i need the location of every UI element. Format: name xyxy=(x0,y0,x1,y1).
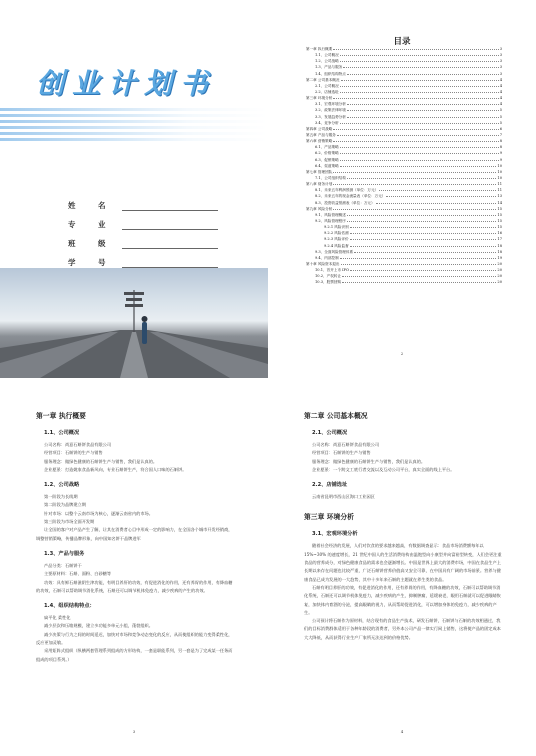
toc-entry-title: 9.2、风险管理程序 xyxy=(315,218,346,223)
toc-entry-page: 4 xyxy=(499,89,502,94)
toc-leader-dots xyxy=(347,117,499,118)
toc-entry-page: 20 xyxy=(497,280,502,285)
toc-leader-dots xyxy=(333,209,496,210)
paragraph: 让全国的客户对产品产生了解，让其在消费者心目中形成一定的影响力，在全国各个城市开发经销商，调整营销策略，传播品牌形象，向中国知名饼干品牌进军 xyxy=(36,527,233,541)
toc-leader-dots xyxy=(342,276,496,277)
paragraph: 随着社会经济的发展，人们对饮食的要求越来越高，有数据调查显示：食品市场消费额每年以 15%~30% 的速度增长，21 世纪中国人的生活消费结构由温饱型向小康型并向富裕型转变，人们会更注重食品的营养成分，对绿色健康食品的需求也会逐渐增长。中国是世界上最大的消费市场，中国在食品生产上长期以来存在问题也比较严重，广泛石斛饼营养价值高又安全可靠，在中国具有广阔的市场前景。营养与健康食品已成为发展的一大趋势，其中十多年来石斛的主题就在养生类的食品。 xyxy=(304,543,502,582)
page-number: 3 xyxy=(132,729,136,734)
section-heading: 1.4、组织结构特点： xyxy=(44,603,95,610)
form-label-1: 学 xyxy=(68,258,76,267)
toc-entry-title: 9.3、全面风险管理体系 xyxy=(315,249,354,254)
paragraph: 产品分类：石斛饼干 xyxy=(44,562,82,568)
form-fill-line xyxy=(122,259,218,268)
toc-leader-dots xyxy=(350,270,497,271)
toc-entry-page: 11 xyxy=(497,188,502,193)
toc-entry-page: 7 xyxy=(499,132,502,137)
toc-leader-dots xyxy=(342,282,496,283)
toc-entry-title: 8.2、未来五年的现金流量表（单位：万元） xyxy=(315,194,386,199)
toc-leader-dots xyxy=(333,98,498,99)
toc-leader-dots xyxy=(343,67,498,68)
form-fill-line xyxy=(122,240,218,249)
page-number: 2 xyxy=(400,351,404,356)
form-row-class xyxy=(68,230,218,249)
form-row-name xyxy=(68,192,218,211)
paragraph: 企业愿景：一个跨文工底行者交流以及互动公司平台，真实全面的线上平台。 xyxy=(312,466,455,472)
cover-crossroad-photo xyxy=(0,268,268,378)
paragraph: 经营项目：石斛饼的生产与销售 xyxy=(44,450,103,456)
paragraph: 公司预计将石斛作为原材料，结合现有的食品生产技术，研发石斛饼，石斛饼与石斛的功效相通过，我们的目标消费群体适用于各种年龄段的消费者，另外本公司产品一律实行网上销售，这将使产品的固定成本大大降低，从而获得行业生产厂家所无法达到的价格优势。 xyxy=(304,618,501,640)
toc-leader-dots xyxy=(350,233,497,234)
toc-leader-dots xyxy=(341,264,497,265)
toc-entry-title: 3.1、宏观环境分析 xyxy=(315,102,346,107)
paragraph: 减少决策与行为之间的时间延迟，加快对市场和竞争动态变化的反应，从而使组织的能力变得柔性化，反应更加灵敏。 xyxy=(36,631,233,646)
paragraph: 云南省昆明市西山区海口工业园区 xyxy=(312,494,375,500)
toc-leader-dots xyxy=(333,184,496,185)
section-heading: 1.3、产品与服务 xyxy=(44,550,85,557)
paragraph: 经营项目：石斛饼的生产与销售 xyxy=(312,450,371,456)
toc-entry-page: 18 xyxy=(497,243,502,248)
section-heading: 1.1、公司概况 xyxy=(44,430,80,436)
toc-entry-page: 3 xyxy=(499,59,502,64)
toc-entry-title: 8.1、未来五年利润预测（单位：万元） xyxy=(315,188,379,193)
paragraph: 减少层次和压缩规模，建立多功能多单元小组，蓬勃组织。 xyxy=(44,623,153,629)
toc-leader-dots xyxy=(350,246,497,247)
chapter-heading: 第一章 执行概要 xyxy=(36,412,86,420)
toc-leader-dots xyxy=(333,129,498,130)
page-body xyxy=(36,410,236,664)
toc-entry[interactable] xyxy=(306,279,502,285)
toc-entry-title: 9.4、内部控制 xyxy=(315,255,339,260)
toc-entry-title: 第二章 公司基本概况 xyxy=(306,77,340,82)
sections-group xyxy=(304,429,504,501)
toc-entry-page: 6 xyxy=(499,126,502,131)
toc-entry-title: 2.2、店铺选址 xyxy=(315,89,339,94)
toc-entry-page: 3 xyxy=(499,53,502,58)
toc-leader-dots xyxy=(347,74,499,75)
form-label-2: 名 xyxy=(98,201,106,210)
toc-entry-page: 8 xyxy=(499,145,502,150)
toc-entry-title: 9.2.3 风险评价 xyxy=(324,237,349,242)
paragraph: 公司名称：尚意石斛饼食品有限公司 xyxy=(312,442,380,447)
toc-list xyxy=(306,46,502,285)
toc-entry-page: 17 xyxy=(497,237,502,242)
toc-entry-title: 第八章 财务计划 xyxy=(306,182,333,187)
toc-entry-page: 15 xyxy=(497,212,502,217)
toc-entry-page: 4 xyxy=(499,102,502,107)
toc-leader-dots xyxy=(350,227,497,228)
toc-title: 目录 xyxy=(393,37,411,47)
toc-entry-title: 第五章 产品与服务 xyxy=(306,132,336,137)
toc-entry-page: 16 xyxy=(497,231,502,236)
toc-entry-page: 5 xyxy=(499,114,502,119)
paragraph: 第一阶段为长线期 xyxy=(44,494,78,500)
toc-leader-dots xyxy=(340,86,499,87)
toc-entry-page: 9 xyxy=(499,151,502,156)
toc-page xyxy=(268,0,536,378)
toc-entry-title: 3.4、竞争分析 xyxy=(315,120,339,125)
toc-entry-page: 3 xyxy=(499,65,502,70)
form-row-major xyxy=(68,211,218,230)
toc-leader-dots xyxy=(333,49,498,50)
section-heading: 3.1、宏观环境分析 xyxy=(312,531,358,538)
toc-entry-title: 第九章 风险分析 xyxy=(306,206,333,211)
section-heading: 1.2、公司战略 xyxy=(44,482,80,489)
toc-entry-title: 9.2.2 风险估测 xyxy=(324,231,349,236)
toc-leader-dots xyxy=(340,153,499,154)
toc-leader-dots xyxy=(347,104,499,105)
sections-group xyxy=(304,530,504,642)
toc-entry-title: 1.2、公司战略 xyxy=(315,59,339,64)
toc-entry-title: 6.3、促销策略 xyxy=(315,157,339,162)
cover-title: 创业计划书 xyxy=(36,67,217,100)
cover-page xyxy=(0,0,268,378)
paragraph: 企业愿景：打造姚家食品新风向，专业石斛饼生产，符合国人口味的石斛饼。 xyxy=(44,466,187,472)
toc-entry-title: 第十章 风险资本退出 xyxy=(306,261,340,266)
toc-leader-dots xyxy=(354,252,496,253)
toc-leader-dots xyxy=(333,141,498,142)
toc-leader-dots xyxy=(340,61,499,62)
toc-entry-page: 19 xyxy=(497,255,502,260)
toc-entry-title: 第一章 执行概要 xyxy=(306,47,333,51)
chapter-heading: 第二章 公司基本概况 xyxy=(304,412,368,420)
toc-entry-page: 3 xyxy=(499,71,502,76)
chapter-heading: 第三章 环境分析 xyxy=(304,513,354,522)
toc-leader-dots xyxy=(340,166,497,167)
toc-entry-title: 9.2.1 风险识别 xyxy=(324,225,349,230)
toc-entry-page: 4 xyxy=(499,83,502,88)
toc-leader-dots xyxy=(347,215,497,216)
toc-leader-dots xyxy=(337,135,499,136)
toc-entry-page: 5 xyxy=(499,108,502,113)
toc-entry-page: 9 xyxy=(499,157,502,162)
toc-entry-title: 第六章 营销策略 xyxy=(306,139,333,144)
form-row-student-id xyxy=(68,249,218,268)
toc-entry-title: 6.4、渠道策略 xyxy=(315,163,339,168)
toc-leader-dots xyxy=(347,110,499,111)
form-label-2: 业 xyxy=(98,220,106,229)
paragraph: 主要原材料：石斛、面粉、白砂糖等 xyxy=(44,571,112,577)
toc-entry-title: 第三章 环境分析 xyxy=(306,96,333,101)
toc-entry-title: 1.4、组织结构特点 xyxy=(315,71,346,76)
paragraph: 公司名称：尚意石斛饼食品有限公司 xyxy=(44,442,112,447)
toc-leader-dots xyxy=(340,55,499,56)
toc-entry-page: 5 xyxy=(499,120,502,125)
form-label-1: 专 xyxy=(68,220,76,229)
toc-leader-dots xyxy=(340,258,497,259)
toc-entry-title: 2.1、公司概况 xyxy=(315,83,339,88)
toc-entry-title: 10.3、股票回购 xyxy=(315,280,341,285)
chapter-1-page xyxy=(0,378,268,756)
paragraph: 服务理念：做绿色健康的石斛饼生产与销售，我们是认真的。 xyxy=(44,458,158,464)
toc-entry-title: 1.1、公司概况 xyxy=(315,53,339,58)
toc-entry-page: 15 xyxy=(497,225,502,230)
toc-entry-title: 6.2、价格策略 xyxy=(315,151,339,156)
page-number: 4 xyxy=(400,729,404,734)
toc-entry-title: 3.3、发展趋势分析 xyxy=(315,114,346,119)
toc-entry-page: 20 xyxy=(497,268,502,273)
toc-entry-page: 18 xyxy=(497,249,502,254)
toc-leader-dots xyxy=(340,160,499,161)
toc-leader-dots xyxy=(386,196,496,197)
page-body xyxy=(304,410,504,642)
toc-entry-page: 20 xyxy=(497,261,502,266)
toc-entry-page: 10 xyxy=(497,169,502,174)
toc-entry-title: 第七章 管理团队 xyxy=(306,169,333,174)
toc-entry-page: 11 xyxy=(497,182,502,187)
toc-entry-page: 15 xyxy=(497,218,502,223)
chapter-2-3-page xyxy=(268,378,536,756)
toc-entry-title: 9.2.4 风险监督 xyxy=(324,243,349,248)
toc-entry-page: 15 xyxy=(497,206,502,211)
toc-entry-page: 3 xyxy=(499,47,502,51)
toc-entry-title: 第四章 公司战略 xyxy=(306,126,333,131)
toc-entry-page: 4 xyxy=(499,77,502,82)
toc-entry-page: 20 xyxy=(497,274,502,279)
toc-entry-title: 10.2、产权转让 xyxy=(315,274,341,279)
form-fill-line xyxy=(122,202,218,211)
toc-entry-title: 10.1、首开上市 IPO xyxy=(315,268,349,273)
toc-entry-page: 8 xyxy=(499,139,502,144)
paragraph: 服务理念：做绿色健康的石斛饼生产与销售，我们是认真的。 xyxy=(312,458,426,464)
toc-leader-dots xyxy=(347,178,497,179)
form-fill-line xyxy=(122,221,218,230)
toc-leader-dots xyxy=(379,190,496,191)
section-heading: 2.1、公司概况 xyxy=(312,430,348,436)
toc-entry-page: 10 xyxy=(497,163,502,168)
toc-leader-dots xyxy=(340,123,499,124)
toc-entry-page: 10 xyxy=(497,175,502,180)
toc-leader-dots xyxy=(340,92,499,93)
toc-leader-dots xyxy=(333,172,496,173)
toc-leader-dots xyxy=(341,80,499,81)
toc-entry-title: 7.1、公司组织结构 xyxy=(315,175,346,180)
toc-leader-dots xyxy=(347,221,497,222)
cover-info-form xyxy=(68,192,218,268)
form-label-2: 号 xyxy=(98,258,106,267)
cover-decoration-stripes xyxy=(0,105,268,145)
paragraph: 功效：具有鲜石斛滋阴生津功能，有明目养肝的功效，有促进消化的作用，还有养胃的作用，有降血糖的功效，石斛可以帮助调节消化系统，石斛还可以调节机体免疫力，减少疾病的产生的功效。 xyxy=(36,579,233,593)
toc-entry-title: 6.1、产品策略 xyxy=(315,145,339,150)
toc-entry-title: 1.3、产品与服务 xyxy=(315,65,343,70)
paragraph: 采用矩阵式组织（纵横两套管理系列组成的方形结构，一套是职能系列，另一套是为了完成某一任务而组成的项目系列。） xyxy=(36,648,233,662)
toc-entry-page: 13 xyxy=(497,194,502,199)
paragraph: 第二阶段为品牌建立期 xyxy=(44,502,86,508)
paragraph: 第三阶段为市场全面开发期 xyxy=(44,519,95,525)
toc-entry-page: 4 xyxy=(499,96,502,101)
section-heading: 2.2、店铺选址 xyxy=(312,482,348,489)
toc-leader-dots xyxy=(350,239,497,240)
form-label-1: 班 xyxy=(68,239,76,248)
paragraph: 石斛有明目养肝的功效，有促进消化的作用，还有养胃的作用，有降血糖的功效，石斛可以帮助调节消化系统，石斛还可以调节机体免疫力，减少疾病的产生，抑制肿瘤，延缓衰老，眼用石斛就可以促进眼睛恢复，加快体内育酒的分泌，提高眼睛的视力，从而帮助促进消化，可以增加身体的免疫力，减少疾病的产生。 xyxy=(304,584,501,615)
toc-entry-page: 14 xyxy=(497,200,502,205)
toc-entry-title: 9.1、风险管理概述 xyxy=(315,212,346,217)
paragraph: 扁平化 柔性化 xyxy=(44,615,71,621)
form-label-1: 姓 xyxy=(68,201,76,210)
toc-entry-title: 3.2、政策法律环境 xyxy=(315,108,346,113)
toc-leader-dots xyxy=(376,203,497,204)
toc-leader-dots xyxy=(340,147,499,148)
toc-entry-title: 8.3、投资收益预测表（单位：万元） xyxy=(315,200,375,205)
form-label-2: 级 xyxy=(98,239,106,248)
paragraph: 针对市场：以整个云南市场为核心，逐渐云南省内的市场。 xyxy=(44,510,153,516)
